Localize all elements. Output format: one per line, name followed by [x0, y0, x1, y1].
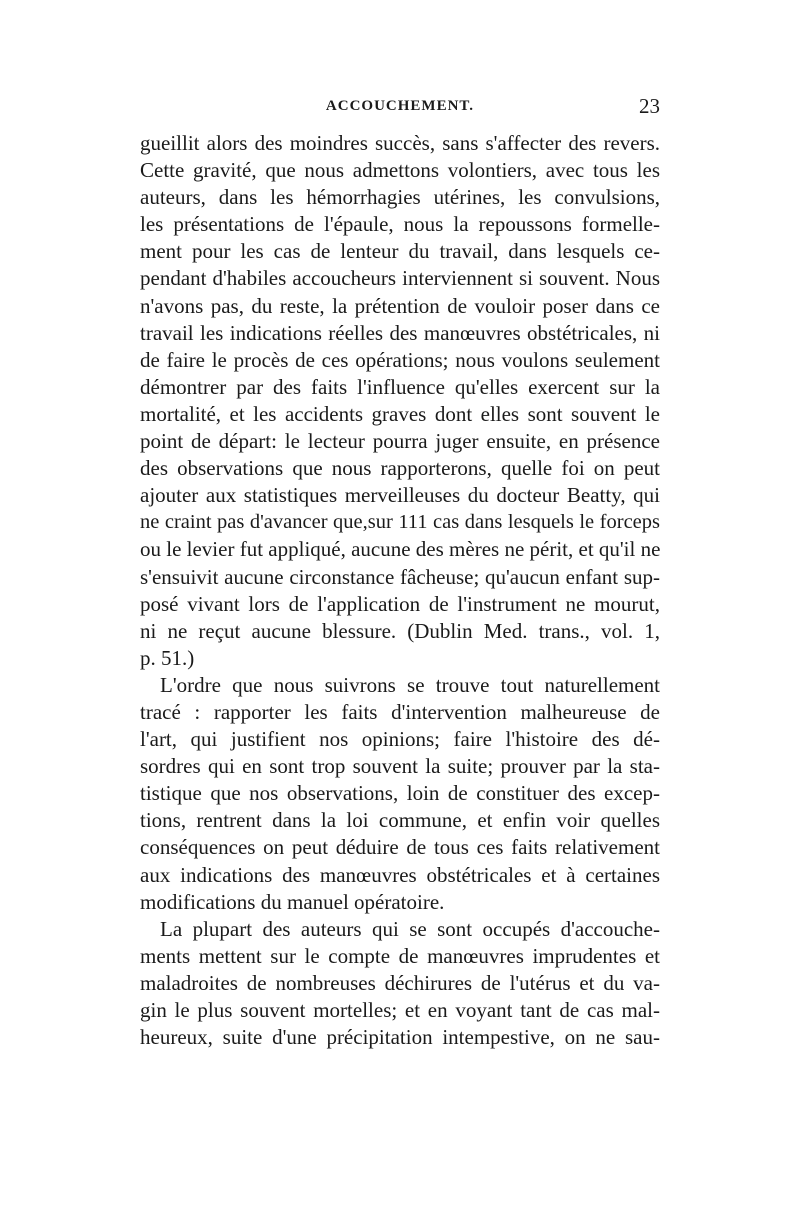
running-head: ACCOUCHEMENT. — [325, 98, 475, 114]
text-line: posé vivant lors de l'application de l'instrument ne mourut, — [140, 591, 660, 616]
text-line: tracé : rapporter les faits d'intervention malheureuse de — [140, 699, 660, 724]
text-line: ni ne reçut aucune blessure. (Dublin Med. trans., vol. 1, — [140, 618, 660, 643]
text-line: les présentations de l'épaule, nous la repoussons formelle- — [140, 212, 660, 237]
text-line: s'ensuivit aucune circonstance fâcheuse; qu'aucun enfant sup- — [140, 564, 660, 589]
text-line: pendant d'habiles accoucheurs interviennent si souvent. Nous — [140, 266, 660, 291]
text-line: ne craint pas d'avancer que,sur 111 cas dans lesquels le forceps — [140, 511, 660, 534]
text-line: l'art, qui justifient nos opinions; faire l'histoire des dé- — [140, 727, 660, 752]
text-line: maladroites de nombreuses déchirures de l'utérus et du va- — [140, 970, 660, 995]
text-line: heureux, suite d'une précipitation intempestive, on ne sau- — [140, 1025, 660, 1050]
text-line: gueillit alors des moindres succès, sans s'affecter des revers. — [140, 131, 660, 155]
text-line: conséquences on peut déduire de tous ces faits relativement — [140, 835, 660, 860]
text-line: n'avons pas, du reste, la prétention de vouloir poser dans ce — [140, 293, 660, 318]
text-line: tistique que nos observations, loin de constituer des excep- — [140, 781, 660, 806]
text-line: ajouter aux statistiques merveilleuses du docteur Beatty, qui — [140, 483, 660, 508]
text-line: L'ordre que nous suivrons se trouve tout naturellement — [160, 672, 660, 697]
text-line: auteurs, dans les hémorrhagies utérines, les convulsions, — [140, 185, 660, 210]
body-text — [140, 130, 660, 1051]
text-line: modifications du manuel opératoire. — [140, 889, 445, 914]
text-line: démontrer par des faits l'influence qu'elles exercent sur la — [140, 374, 660, 399]
text-line: point de départ: le lecteur pourra juger ensuite, en présence — [140, 429, 660, 454]
text-line: ou le levier fut appliqué, aucune des mères ne périt, et qu'il ne — [140, 537, 661, 562]
text-line: p. 51.) — [140, 645, 195, 670]
text-line: de faire le procès de ces opérations; nous voulons seulement — [140, 347, 660, 372]
text-line: gin le plus souvent mortelles; et en voyant tant de cas mal- — [140, 998, 660, 1022]
text-line: tions, rentrent dans la loi commune, et enfin voir quelles — [140, 808, 660, 833]
text-line: aux indications des manœuvres obstétricales et à certaines — [140, 862, 660, 887]
text-line: travail les indications réelles des manœuvres obstétricales, ni — [140, 320, 660, 345]
text-line: des observations que nous rapporterons, quelle foi on peut — [140, 456, 660, 481]
text-line: ment pour les cas de lenteur du travail, dans lesquels ce- — [140, 239, 660, 264]
page-header — [140, 94, 660, 124]
text-line: mortalité, et les accidents graves dont elles sont souvent le — [140, 401, 660, 426]
text-line: La plupart des auteurs qui se sont occupés d'accouche- — [160, 916, 660, 941]
text-line: ments mettent sur le compte de manœuvres imprudentes et — [140, 943, 660, 968]
text-line: Cette gravité, que nous admettons volontiers, avec tous les — [140, 158, 660, 183]
text-line: sordres qui en sont trop souvent la suite; prouver par la sta- — [140, 754, 660, 779]
page-number: 23 — [639, 94, 660, 118]
